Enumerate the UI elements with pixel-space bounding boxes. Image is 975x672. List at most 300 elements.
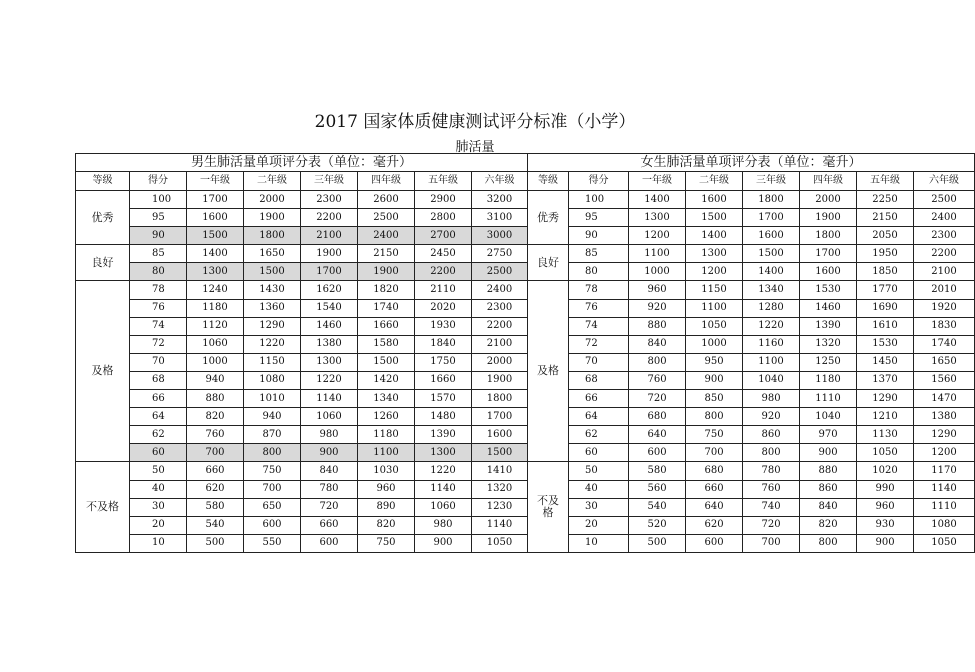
female-value-cell: 1000 bbox=[686, 335, 743, 353]
male-value-cell: 1240 bbox=[187, 281, 244, 299]
female-value-cell: 800 bbox=[800, 534, 857, 552]
male-value-cell: 1660 bbox=[358, 317, 415, 335]
female-value-cell: 1290 bbox=[914, 426, 975, 444]
table-row bbox=[76, 245, 975, 263]
male-value-cell: 1140 bbox=[415, 480, 472, 498]
female-value-cell: 680 bbox=[686, 462, 743, 480]
score-cell: 66 bbox=[569, 390, 629, 408]
grade-label-female: 及格 bbox=[528, 281, 569, 462]
female-value-cell: 2050 bbox=[857, 227, 914, 245]
male-value-cell: 1500 bbox=[187, 227, 244, 245]
male-value-cell: 1750 bbox=[415, 353, 472, 371]
male-value-cell: 2450 bbox=[415, 245, 472, 263]
male-value-cell: 1900 bbox=[358, 263, 415, 281]
female-value-cell: 840 bbox=[800, 498, 857, 516]
female-value-cell: 1340 bbox=[743, 281, 800, 299]
male-value-cell: 580 bbox=[187, 498, 244, 516]
score-cell: 70 bbox=[569, 353, 629, 371]
female-value-cell: 1380 bbox=[914, 408, 975, 426]
male-table-title: 男生肺活量单项评分表（单位：毫升） bbox=[76, 154, 528, 172]
grade-label-male: 及格 bbox=[76, 281, 130, 462]
female-value-cell: 680 bbox=[629, 408, 686, 426]
female-value-cell: 1200 bbox=[686, 263, 743, 281]
female-value-cell: 1950 bbox=[857, 245, 914, 263]
male-value-cell: 1600 bbox=[472, 426, 528, 444]
score-cell: 20 bbox=[569, 516, 629, 534]
female-value-cell: 1100 bbox=[686, 299, 743, 317]
female-value-cell: 500 bbox=[629, 534, 686, 552]
female-value-cell: 560 bbox=[629, 480, 686, 498]
score-cell: 72 bbox=[569, 335, 629, 353]
page-subtitle: 肺活量 bbox=[455, 140, 495, 155]
column-header: 等级 bbox=[528, 172, 569, 191]
female-value-cell: 1210 bbox=[857, 408, 914, 426]
male-value-cell: 2800 bbox=[415, 209, 472, 227]
female-value-cell: 1200 bbox=[629, 227, 686, 245]
female-value-cell: 620 bbox=[686, 516, 743, 534]
column-header: 二年级 bbox=[244, 172, 301, 191]
female-value-cell: 540 bbox=[629, 498, 686, 516]
score-cell: 10 bbox=[569, 534, 629, 552]
female-value-cell: 920 bbox=[743, 408, 800, 426]
female-value-cell: 720 bbox=[629, 390, 686, 408]
table-row bbox=[76, 444, 975, 462]
score-cell: 90 bbox=[569, 227, 629, 245]
male-value-cell: 550 bbox=[244, 534, 301, 552]
score-cell: 95 bbox=[569, 209, 629, 227]
score-cell: 100 bbox=[569, 191, 629, 209]
column-header: 等级 bbox=[76, 172, 130, 191]
male-value-cell: 1460 bbox=[301, 317, 358, 335]
female-value-cell: 880 bbox=[800, 462, 857, 480]
score-cell: 95 bbox=[130, 209, 187, 227]
female-value-cell: 1530 bbox=[800, 281, 857, 299]
female-value-cell: 780 bbox=[743, 462, 800, 480]
male-value-cell: 600 bbox=[301, 534, 358, 552]
female-value-cell: 2400 bbox=[914, 209, 975, 227]
score-cell: 68 bbox=[130, 371, 187, 389]
male-value-cell: 880 bbox=[187, 390, 244, 408]
male-value-cell: 2110 bbox=[415, 281, 472, 299]
male-value-cell: 980 bbox=[301, 426, 358, 444]
female-value-cell: 1800 bbox=[800, 227, 857, 245]
male-value-cell: 1700 bbox=[301, 263, 358, 281]
grade-label-male: 良好 bbox=[76, 245, 130, 281]
male-value-cell: 1140 bbox=[301, 390, 358, 408]
male-value-cell: 820 bbox=[187, 408, 244, 426]
table-row bbox=[76, 426, 975, 444]
score-cell: 68 bbox=[569, 371, 629, 389]
male-value-cell: 3200 bbox=[472, 191, 528, 209]
female-value-cell: 970 bbox=[800, 426, 857, 444]
female-value-cell: 1200 bbox=[914, 444, 975, 462]
male-value-cell: 660 bbox=[301, 516, 358, 534]
female-value-cell: 580 bbox=[629, 462, 686, 480]
table-row bbox=[76, 263, 975, 281]
male-value-cell: 1180 bbox=[187, 299, 244, 317]
male-value-cell: 720 bbox=[301, 498, 358, 516]
male-value-cell: 1300 bbox=[187, 263, 244, 281]
female-value-cell: 920 bbox=[629, 299, 686, 317]
female-value-cell: 840 bbox=[629, 335, 686, 353]
male-value-cell: 2200 bbox=[415, 263, 472, 281]
male-value-cell: 870 bbox=[244, 426, 301, 444]
female-value-cell: 960 bbox=[857, 498, 914, 516]
score-cell: 62 bbox=[130, 426, 187, 444]
female-value-cell: 1600 bbox=[686, 191, 743, 209]
female-value-cell: 2010 bbox=[914, 281, 975, 299]
female-value-cell: 860 bbox=[743, 426, 800, 444]
female-value-cell: 1770 bbox=[857, 281, 914, 299]
male-value-cell: 2150 bbox=[358, 245, 415, 263]
male-value-cell: 1900 bbox=[301, 245, 358, 263]
female-value-cell: 1020 bbox=[857, 462, 914, 480]
male-value-cell: 1300 bbox=[301, 353, 358, 371]
male-value-cell: 700 bbox=[244, 480, 301, 498]
female-value-cell: 1400 bbox=[743, 263, 800, 281]
male-value-cell: 700 bbox=[187, 444, 244, 462]
score-cell: 60 bbox=[130, 444, 187, 462]
score-cell: 60 bbox=[569, 444, 629, 462]
score-cell: 78 bbox=[569, 281, 629, 299]
table-header-row bbox=[76, 172, 975, 191]
table-row bbox=[76, 317, 975, 335]
female-value-cell: 1280 bbox=[743, 299, 800, 317]
column-header: 五年级 bbox=[415, 172, 472, 191]
female-value-cell: 1530 bbox=[857, 335, 914, 353]
female-value-cell: 660 bbox=[686, 480, 743, 498]
male-value-cell: 1700 bbox=[472, 408, 528, 426]
female-value-cell: 1390 bbox=[800, 317, 857, 335]
column-header: 四年级 bbox=[358, 172, 415, 191]
male-value-cell: 1120 bbox=[187, 317, 244, 335]
score-cell: 76 bbox=[569, 299, 629, 317]
male-value-cell: 2500 bbox=[472, 263, 528, 281]
female-value-cell: 1050 bbox=[857, 444, 914, 462]
female-value-cell: 520 bbox=[629, 516, 686, 534]
female-value-cell: 1600 bbox=[743, 227, 800, 245]
female-value-cell: 1040 bbox=[800, 408, 857, 426]
male-value-cell: 2750 bbox=[472, 245, 528, 263]
column-header: 三年级 bbox=[743, 172, 800, 191]
female-value-cell: 640 bbox=[629, 426, 686, 444]
male-value-cell: 1030 bbox=[358, 462, 415, 480]
male-value-cell: 1500 bbox=[244, 263, 301, 281]
female-value-cell: 1690 bbox=[857, 299, 914, 317]
female-value-cell: 1600 bbox=[800, 263, 857, 281]
male-value-cell: 1900 bbox=[244, 209, 301, 227]
female-value-cell: 820 bbox=[800, 516, 857, 534]
male-value-cell: 940 bbox=[187, 371, 244, 389]
female-value-cell: 1900 bbox=[800, 209, 857, 227]
score-cell: 74 bbox=[569, 317, 629, 335]
female-value-cell: 930 bbox=[857, 516, 914, 534]
female-value-cell: 2200 bbox=[914, 245, 975, 263]
female-value-cell: 1740 bbox=[914, 335, 975, 353]
female-value-cell: 1300 bbox=[629, 209, 686, 227]
female-value-cell: 900 bbox=[857, 534, 914, 552]
male-value-cell: 760 bbox=[187, 426, 244, 444]
male-value-cell: 1500 bbox=[358, 353, 415, 371]
male-value-cell: 1840 bbox=[415, 335, 472, 353]
female-value-cell: 1290 bbox=[857, 390, 914, 408]
female-value-cell: 750 bbox=[686, 426, 743, 444]
male-value-cell: 980 bbox=[415, 516, 472, 534]
score-cell: 20 bbox=[130, 516, 187, 534]
male-value-cell: 540 bbox=[187, 516, 244, 534]
grade-label-male: 优秀 bbox=[76, 191, 130, 245]
male-value-cell: 2000 bbox=[244, 191, 301, 209]
column-header: 得分 bbox=[130, 172, 187, 191]
female-value-cell: 720 bbox=[743, 516, 800, 534]
male-value-cell: 1360 bbox=[244, 299, 301, 317]
male-value-cell: 900 bbox=[301, 444, 358, 462]
male-value-cell: 1000 bbox=[187, 353, 244, 371]
male-value-cell: 1660 bbox=[415, 371, 472, 389]
male-value-cell: 500 bbox=[187, 534, 244, 552]
male-value-cell: 620 bbox=[187, 480, 244, 498]
score-cell: 62 bbox=[569, 426, 629, 444]
male-value-cell: 890 bbox=[358, 498, 415, 516]
score-cell: 10 bbox=[130, 534, 187, 552]
grade-label-female: 优秀 bbox=[528, 191, 569, 245]
male-value-cell: 1900 bbox=[472, 371, 528, 389]
table-row bbox=[76, 299, 975, 317]
male-value-cell: 2200 bbox=[472, 317, 528, 335]
female-value-cell: 1450 bbox=[857, 353, 914, 371]
male-value-cell: 1180 bbox=[358, 426, 415, 444]
male-value-cell: 1220 bbox=[244, 335, 301, 353]
female-value-cell: 600 bbox=[686, 534, 743, 552]
female-value-cell: 760 bbox=[629, 371, 686, 389]
table-row bbox=[76, 480, 975, 498]
male-value-cell: 2500 bbox=[358, 209, 415, 227]
female-value-cell: 1320 bbox=[800, 335, 857, 353]
female-value-cell: 1500 bbox=[743, 245, 800, 263]
male-value-cell: 940 bbox=[244, 408, 301, 426]
male-value-cell: 650 bbox=[244, 498, 301, 516]
score-cell: 66 bbox=[130, 390, 187, 408]
male-value-cell: 2600 bbox=[358, 191, 415, 209]
table-row bbox=[76, 227, 975, 245]
female-value-cell: 980 bbox=[743, 390, 800, 408]
score-table bbox=[75, 153, 975, 553]
female-value-cell: 1920 bbox=[914, 299, 975, 317]
score-cell: 90 bbox=[130, 227, 187, 245]
male-value-cell: 1600 bbox=[187, 209, 244, 227]
male-value-cell: 1410 bbox=[472, 462, 528, 480]
male-value-cell: 2100 bbox=[472, 335, 528, 353]
score-cell: 70 bbox=[130, 353, 187, 371]
table-row bbox=[76, 462, 975, 480]
female-value-cell: 760 bbox=[743, 480, 800, 498]
score-cell: 64 bbox=[569, 408, 629, 426]
female-value-cell: 1080 bbox=[914, 516, 975, 534]
female-value-cell: 1100 bbox=[629, 245, 686, 263]
female-value-cell: 2150 bbox=[857, 209, 914, 227]
score-cell: 78 bbox=[130, 281, 187, 299]
male-value-cell: 1390 bbox=[415, 426, 472, 444]
female-value-cell: 1220 bbox=[743, 317, 800, 335]
table-row bbox=[76, 390, 975, 408]
male-value-cell: 1430 bbox=[244, 281, 301, 299]
male-value-cell: 1400 bbox=[187, 245, 244, 263]
female-value-cell: 740 bbox=[743, 498, 800, 516]
female-value-cell: 1700 bbox=[800, 245, 857, 263]
male-value-cell: 1060 bbox=[301, 408, 358, 426]
male-value-cell: 2400 bbox=[358, 227, 415, 245]
male-value-cell: 900 bbox=[415, 534, 472, 552]
grade-label-female: 不及 格 bbox=[528, 462, 569, 552]
male-value-cell: 750 bbox=[244, 462, 301, 480]
page-title: 2017 国家体质健康测试评分标准（小学） bbox=[314, 112, 636, 132]
male-value-cell: 2100 bbox=[301, 227, 358, 245]
male-value-cell: 1700 bbox=[187, 191, 244, 209]
score-cell: 40 bbox=[569, 480, 629, 498]
female-value-cell: 1850 bbox=[857, 263, 914, 281]
column-header: 五年级 bbox=[857, 172, 914, 191]
male-value-cell: 660 bbox=[187, 462, 244, 480]
table-row bbox=[76, 281, 975, 299]
male-value-cell: 1080 bbox=[244, 371, 301, 389]
score-cell: 50 bbox=[130, 462, 187, 480]
male-value-cell: 1010 bbox=[244, 390, 301, 408]
female-value-cell: 2250 bbox=[857, 191, 914, 209]
score-cell: 80 bbox=[130, 263, 187, 281]
male-value-cell: 2300 bbox=[301, 191, 358, 209]
male-value-cell: 1150 bbox=[244, 353, 301, 371]
female-value-cell: 1470 bbox=[914, 390, 975, 408]
male-value-cell: 840 bbox=[301, 462, 358, 480]
male-value-cell: 2400 bbox=[472, 281, 528, 299]
male-value-cell: 1050 bbox=[472, 534, 528, 552]
score-cell: 100 bbox=[130, 191, 187, 209]
female-value-cell: 1040 bbox=[743, 371, 800, 389]
female-value-cell: 1050 bbox=[914, 534, 975, 552]
table-row bbox=[76, 371, 975, 389]
male-value-cell: 1060 bbox=[187, 335, 244, 353]
male-value-cell: 1220 bbox=[301, 371, 358, 389]
female-value-cell: 2100 bbox=[914, 263, 975, 281]
table-row bbox=[76, 335, 975, 353]
male-value-cell: 1820 bbox=[358, 281, 415, 299]
male-value-cell: 2000 bbox=[472, 353, 528, 371]
female-value-cell: 800 bbox=[629, 353, 686, 371]
female-value-cell: 860 bbox=[800, 480, 857, 498]
column-header: 六年级 bbox=[914, 172, 975, 191]
male-value-cell: 2900 bbox=[415, 191, 472, 209]
female-value-cell: 1610 bbox=[857, 317, 914, 335]
column-header: 四年级 bbox=[800, 172, 857, 191]
male-value-cell: 1340 bbox=[358, 390, 415, 408]
score-cell: 74 bbox=[130, 317, 187, 335]
female-value-cell: 800 bbox=[743, 444, 800, 462]
column-header: 一年级 bbox=[187, 172, 244, 191]
male-value-cell: 3100 bbox=[472, 209, 528, 227]
male-value-cell: 3000 bbox=[472, 227, 528, 245]
column-header: 三年级 bbox=[301, 172, 358, 191]
male-value-cell: 1420 bbox=[358, 371, 415, 389]
female-value-cell: 2000 bbox=[800, 191, 857, 209]
table-row bbox=[76, 498, 975, 516]
female-value-cell: 1130 bbox=[857, 426, 914, 444]
female-value-cell: 1560 bbox=[914, 371, 975, 389]
male-value-cell: 820 bbox=[358, 516, 415, 534]
column-header: 得分 bbox=[569, 172, 629, 191]
male-value-cell: 750 bbox=[358, 534, 415, 552]
male-value-cell: 1230 bbox=[472, 498, 528, 516]
female-value-cell: 1300 bbox=[686, 245, 743, 263]
female-value-cell: 1700 bbox=[743, 209, 800, 227]
male-value-cell: 2300 bbox=[472, 299, 528, 317]
female-value-cell: 1170 bbox=[914, 462, 975, 480]
male-value-cell: 1060 bbox=[415, 498, 472, 516]
score-cell: 64 bbox=[130, 408, 187, 426]
male-value-cell: 2700 bbox=[415, 227, 472, 245]
male-value-cell: 1650 bbox=[244, 245, 301, 263]
male-value-cell: 1220 bbox=[415, 462, 472, 480]
column-header: 二年级 bbox=[686, 172, 743, 191]
male-value-cell: 1480 bbox=[415, 408, 472, 426]
column-header: 一年级 bbox=[629, 172, 686, 191]
score-cell: 85 bbox=[569, 245, 629, 263]
score-cell: 50 bbox=[569, 462, 629, 480]
female-value-cell: 700 bbox=[743, 534, 800, 552]
female-value-cell: 600 bbox=[629, 444, 686, 462]
male-value-cell: 1620 bbox=[301, 281, 358, 299]
male-value-cell: 1580 bbox=[358, 335, 415, 353]
female-value-cell: 1370 bbox=[857, 371, 914, 389]
score-cell: 30 bbox=[130, 498, 187, 516]
male-value-cell: 780 bbox=[301, 480, 358, 498]
female-value-cell: 900 bbox=[686, 371, 743, 389]
female-value-cell: 2300 bbox=[914, 227, 975, 245]
female-value-cell: 800 bbox=[686, 408, 743, 426]
female-value-cell: 1110 bbox=[800, 390, 857, 408]
male-value-cell: 1260 bbox=[358, 408, 415, 426]
female-value-cell: 950 bbox=[686, 353, 743, 371]
table-row bbox=[76, 209, 975, 227]
table-row bbox=[76, 408, 975, 426]
table-row bbox=[76, 534, 975, 552]
male-value-cell: 1540 bbox=[301, 299, 358, 317]
male-value-cell: 1100 bbox=[358, 444, 415, 462]
male-value-cell: 2020 bbox=[415, 299, 472, 317]
female-value-cell: 1250 bbox=[800, 353, 857, 371]
score-cell: 30 bbox=[569, 498, 629, 516]
grade-label-male: 不及格 bbox=[76, 462, 130, 552]
grade-label-female: 良好 bbox=[528, 245, 569, 281]
female-value-cell: 880 bbox=[629, 317, 686, 335]
male-value-cell: 1800 bbox=[472, 390, 528, 408]
female-value-cell: 700 bbox=[686, 444, 743, 462]
female-value-cell: 1100 bbox=[743, 353, 800, 371]
female-value-cell: 2500 bbox=[914, 191, 975, 209]
female-value-cell: 1160 bbox=[743, 335, 800, 353]
male-value-cell: 2200 bbox=[301, 209, 358, 227]
female-value-cell: 1400 bbox=[629, 191, 686, 209]
male-value-cell: 1930 bbox=[415, 317, 472, 335]
female-table-title: 女生肺活量单项评分表（单位：毫升） bbox=[528, 154, 975, 172]
male-value-cell: 1500 bbox=[472, 444, 528, 462]
table-title-row bbox=[76, 154, 975, 172]
female-value-cell: 990 bbox=[857, 480, 914, 498]
female-value-cell: 1140 bbox=[914, 480, 975, 498]
column-header: 六年级 bbox=[472, 172, 528, 191]
male-value-cell: 960 bbox=[358, 480, 415, 498]
female-value-cell: 1180 bbox=[800, 371, 857, 389]
female-value-cell: 850 bbox=[686, 390, 743, 408]
